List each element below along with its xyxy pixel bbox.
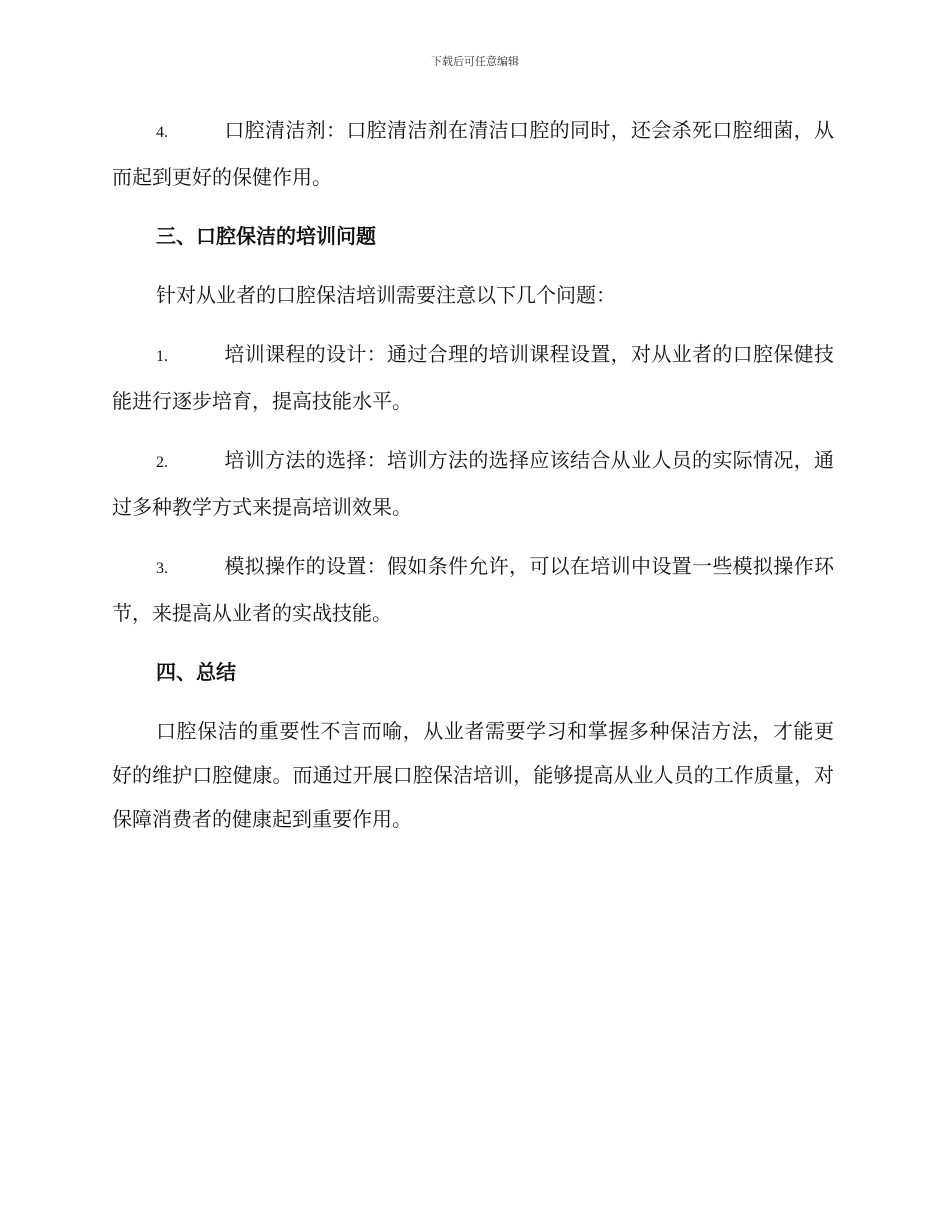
list-item-text: 口腔清洁剂：口腔清洁剂在清洁口腔的同时，还会杀死口腔细菌，从而起到更好的保健作用。 — [112, 118, 834, 189]
list-item-text: 培训课程的设计：通过合理的培训课程设置，对从业者的口腔保健技能进行逐步培育，提高技能水平。 — [112, 342, 834, 413]
list-item-3 — [112, 544, 834, 635]
document-body — [112, 108, 834, 856]
list-item-number: 2. — [156, 454, 168, 471]
list-item-4 — [112, 108, 834, 199]
list-item-number: 3. — [156, 560, 168, 577]
list-item-text: 模拟操作的设置：假如条件允许，可以在培训中设置一些模拟操作环节，来提高从业者的实战技能。 — [112, 554, 834, 625]
list-item-number: 4. — [156, 124, 168, 141]
section-heading-summary: 四、总结 — [156, 660, 236, 684]
section-heading-training: 三、口腔保洁的培训问题 — [156, 224, 376, 248]
summary-paragraph: 口腔保洁的重要性不言而喻，从业者需要学习和掌握多种保洁方法，才能更好的维护口腔健康。而通过开展口腔保洁培训，能够提高从业人员的工作质量，对保障消费者的健康起到重要作用。 — [112, 719, 834, 831]
list-item-1 — [112, 332, 834, 423]
list-item-2 — [112, 438, 834, 529]
page-header: 下载后可任意编辑 — [431, 55, 519, 68]
section-intro: 针对从业者的口腔保洁培训需要注意以下几个问题： — [156, 283, 616, 307]
list-item-number: 1. — [156, 348, 168, 365]
list-item-text: 培训方法的选择：培训方法的选择应该结合从业人员的实际情况，通过多种教学方式来提高培训效果。 — [112, 448, 834, 519]
